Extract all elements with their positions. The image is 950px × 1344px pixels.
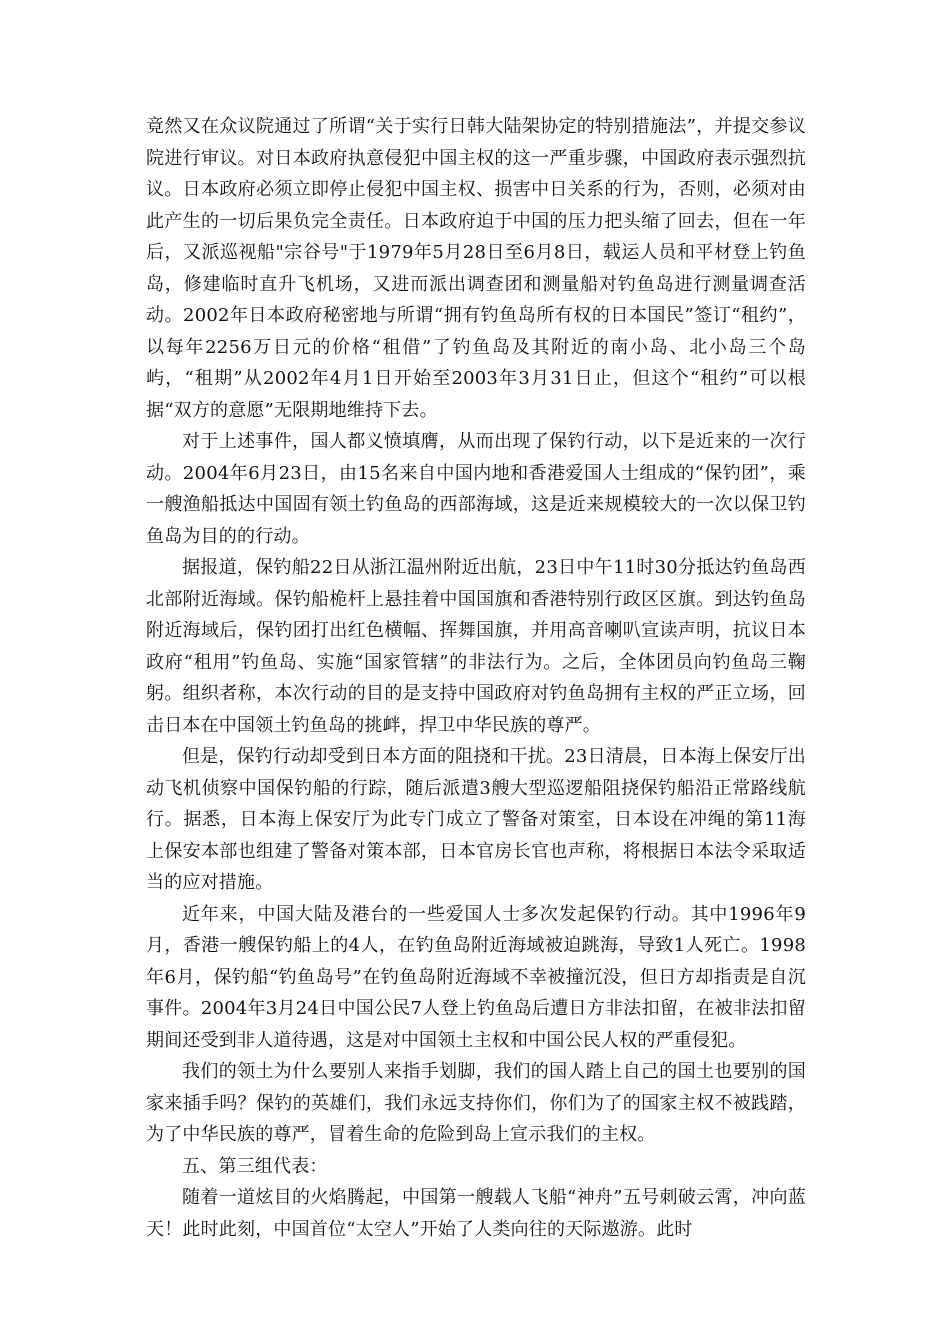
paragraph-7: 随着一道炫目的火焰腾起，中国第一艘载人飞船“神舟”五号刺破云霄，冲向蓝天！此时此刻，中国首位“太空人”开始了人类向往的天际遨游。此时: [146, 1187, 806, 1240]
paragraph-2: 对于上述事件，国人都义愤填膺，从而出现了保钓行动，以下是近来的一次行动。2004年6月23日，由15名来自中国内地和香港爱国人士组成的“保钓团”，乘一艘渔船抵达中国固有领土钓鱼岛的西部海域，这是近来规模较大的一次以保卫钓鱼岛为目的的行动。: [146, 431, 806, 547]
document-body: [146, 111, 806, 1245]
paragraph-5: 近年来，中国大陆及港台的一些爱国人士多次发起保钓行动。其中1996年9月，香港一艘保钓船上的4人，在钓鱼岛附近海域被迫跳海，导致1人死亡。1998年6月，保钓船“钓鱼岛号”在钓鱼岛附近海域不幸被撞沉没，但日方却指责是自沉事件。2004年3月24日中国公民7人登上钓鱼岛后遭日方非法扣留，在被非法扣留期间还受到非人道待遇，这是对中国领土主权和中国公民人权的严重侵犯。: [146, 903, 806, 1051]
section-heading: 五、第三组代表：: [182, 1155, 328, 1177]
paragraph-1: 竟然又在众议院通过了所谓“关于实行日韩大陆架协定的特别措施法”，并提交参议院进行审议。对日本政府执意侵犯中国主权的这一严重步骤，中国政府表示强烈抗议。日本政府必须立即停止侵犯中国主权、损害中日关系的行为，否则，必须对由此产生的一切后果负完全责任。日本政府迫于中国的压力把头缩了回去，但在一年后，又派巡视船"宗谷号"于1979年5月28日至6月8日，载运人员和平材登上钓鱼岛，修建临时直升飞机场，又进而派出调查团和测量船对钓鱼岛进行测量调查活动。2002年日本政府秘密地与所谓“拥有钓鱼岛所有权的日本国民”签订“租约”，以每年2256万日元的价格“租借”了钓鱼岛及其附近的南小岛、北小岛三个岛屿，“租期”从2002年4月1日开始至2003年3月31日止，但这个“租约”可以根据“双方的意愿”无限期地维持下去。: [146, 116, 806, 421]
paragraph-4: 但是，保钓行动却受到日本方面的阻挠和干扰。23日清晨，日本海上保安厅出动飞机侦察中国保钓船的行踪，随后派遣3艘大型巡逻船阻挠保钓船沿正常路线航行。据悉，日本海上保安厅为此专门成立了警备对策室，日本设在冲绳的第11海上保安本部也组建了警备对策本部，日本官房长官也声称，将根据日本法令采取适当的应对措施。: [146, 746, 806, 893]
paragraph-6: 我们的领土为什么要别人来指手划脚，我们的国人踏上自己的国土也要别的国家来插手吗？保钓的英雄们，我们永远支持你们，你们为了的国家主权不被践踏，为了中华民族的尊严，冒着生命的危险到岛上宣示我们的主权。: [146, 1061, 806, 1145]
paragraph-3: 据报道，保钓船22日从浙江温州附近出航，23日中午11时30分抵达钓鱼岛西北部附近海域。保钓船桅杆上悬挂着中国国旗和香港特别行政区区旗。到达钓鱼岛附近海域后，保钓团打出红色横幅、挥舞国旗，并用高音喇叭宣读声明，抗议日本政府“租用”钓鱼岛、实施“国家管辖”的非法行为。之后，全体团员向钓鱼岛三鞠躬。组织者称，本次行动的目的是支持中国政府对钓鱼岛拥有主权的严正立场，回击日本在中国领土钓鱼岛的挑衅，捍卫中华民族的尊严。: [146, 557, 806, 736]
